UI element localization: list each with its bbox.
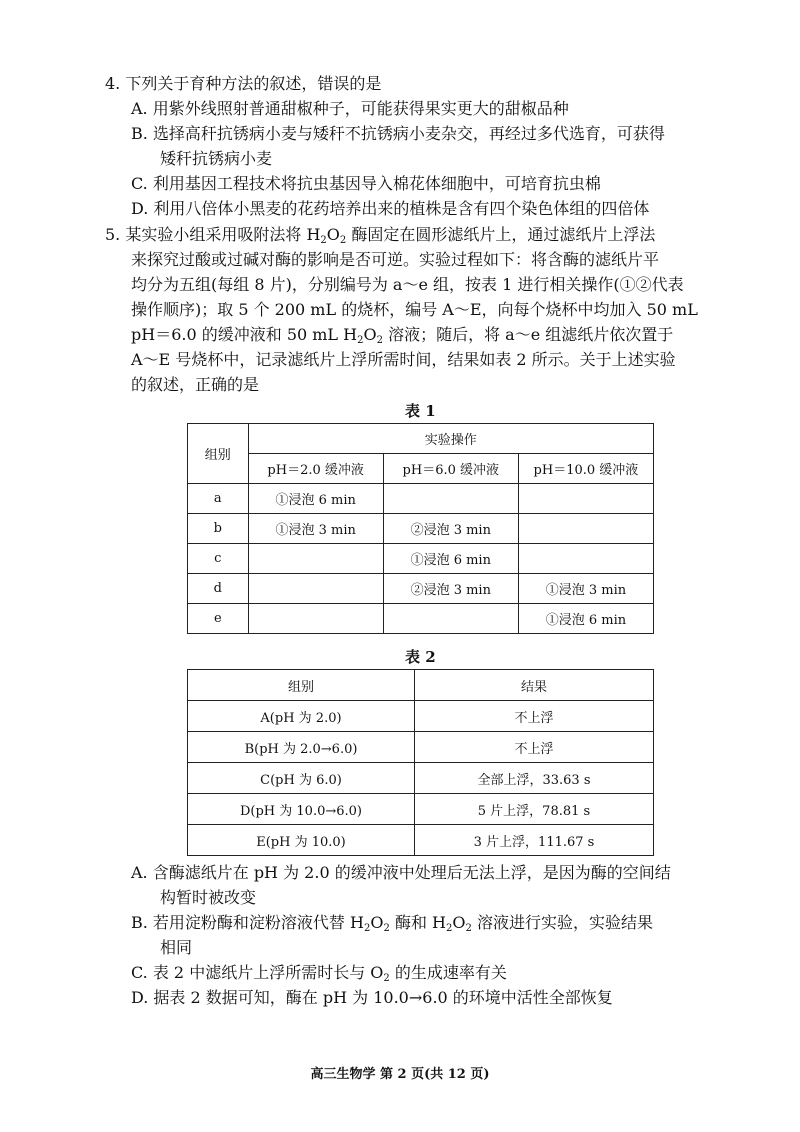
table2-cell: D(pH 为 10.0→6.0) [188, 794, 415, 825]
table2-cell: B(pH 为 2.0→6.0) [188, 732, 415, 763]
table1-cell [248, 604, 383, 634]
q5-option-a-line2: 构暂时被改变 [160, 888, 257, 907]
q4-option-d: D. 利用八倍体小黑麦的花药培养出来的植株是含有四个染色体组的四倍体 [131, 199, 650, 218]
table1-cell [248, 574, 383, 604]
table2-header: 组别 [188, 670, 415, 701]
table2-cell: 全部上浮，33.63 s [415, 763, 654, 794]
table1-cell [383, 484, 518, 514]
q4-option-a: A. 用紫外线照射普通甜椒种子，可能获得果实更大的甜椒品种 [131, 99, 569, 118]
table2-cell: A(pH 为 2.0) [188, 701, 415, 732]
table-row [188, 484, 654, 514]
table1-cell: ②浸泡 3 min [383, 574, 518, 604]
q4-option-c: C. 利用基因工程技术将抗虫基因导入棉花体细胞中，可培育抗虫棉 [131, 174, 601, 193]
table1-cell: ①浸泡 6 min [383, 544, 518, 574]
q5-stem-line4: 操作顺序)；取 5 个 200 mL 的烧杯，编号 A～E，向每个烧杯中均加入 50 mL [131, 300, 698, 319]
table-row [188, 544, 654, 574]
q5-option-d: D. 据表 2 数据可知，酶在 pH 为 10.0→6.0 的环境中活性全部恢复 [131, 988, 613, 1007]
table1-cell [518, 514, 653, 544]
table2-cell: 不上浮 [415, 701, 654, 732]
table2 [187, 669, 654, 856]
table1-cell [248, 544, 383, 574]
q5-option-b-line2: 相同 [160, 938, 193, 957]
table1-cell: e [188, 604, 249, 634]
table2-caption: 表 2 [405, 648, 436, 666]
q5-option-b-line1: B. 若用淀粉酶和淀粉溶液代替 H2O2 酶和 H2O2 溶液进行实验，实验结果 [131, 913, 653, 934]
q5-stem-line2: 来探究过酸或过碱对酶的影响是否可逆。实验过程如下：将含酶的滤纸片平 [131, 250, 660, 269]
table1-col-header: pH＝2.0 缓冲液 [248, 454, 383, 484]
q5-stem-line3: 均分为五组(每组 8 片)，分别编号为 a～e 组，按表 1 进行相关操作(①②代表 [131, 275, 684, 294]
table-row [188, 574, 654, 604]
table-row [188, 701, 654, 732]
table2-cell: 不上浮 [415, 732, 654, 763]
table-row [188, 732, 654, 763]
table1-col-header: pH＝10.0 缓冲液 [518, 454, 653, 484]
table1-cell: ①浸泡 3 min [248, 514, 383, 544]
q4-option-b-line1: B. 选择高秆抗锈病小麦与矮秆不抗锈病小麦杂交，再经过多代选育，可获得 [131, 124, 665, 143]
q5-option-a-line1: A. 含酶滤纸片在 pH 为 2.0 的缓冲液中处理后无法上浮，是因为酶的空间结 [131, 863, 671, 882]
table1-group-header: 组别 [188, 424, 249, 484]
table2-cell: C(pH 为 6.0) [188, 763, 415, 794]
table2-cell: E(pH 为 10.0) [188, 825, 415, 856]
table-row [188, 514, 654, 544]
table1-cell [518, 484, 653, 514]
table-row [188, 763, 654, 794]
table1-cell: ①浸泡 6 min [518, 604, 653, 634]
table1-cell: a [188, 484, 249, 514]
page-footer: 高三生物学 第 2 页(共 12 页) [310, 1067, 490, 1082]
table1-cell: ①浸泡 6 min [248, 484, 383, 514]
q4-option-b-line2: 矮秆抗锈病小麦 [160, 149, 273, 168]
q5-stem-line7: 的叙述，正确的是 [131, 375, 260, 394]
q4-stem: 4. 下列关于育种方法的叙述，错误的是 [105, 74, 382, 93]
q5-stem-line5: pH＝6.0 的缓冲液和 50 mL H2O2 溶液；随后，将 a～e 组滤纸片依次置于 [131, 325, 674, 346]
table-row [188, 604, 654, 634]
table1-col-header: pH＝6.0 缓冲液 [383, 454, 518, 484]
table1-cell: ②浸泡 3 min [383, 514, 518, 544]
table-row [188, 794, 654, 825]
table2-cell: 3 片上浮，111.67 s [415, 825, 654, 856]
table2-header: 结果 [415, 670, 654, 701]
table1-caption: 表 1 [405, 402, 436, 420]
q5-option-c: C. 表 2 中滤纸片上浮所需时长与 O2 的生成速率有关 [131, 963, 507, 984]
table1-cell [383, 604, 518, 634]
q5-stem-line1: 5. 某实验小组采用吸附法将 H2O2 酶固定在圆形滤纸片上，通过滤纸片上浮法 [105, 225, 656, 246]
table1-cell [518, 544, 653, 574]
q5-stem-line6: A～E 号烧杯中，记录滤纸片上浮所需时间，结果如表 2 所示。关于上述实验 [131, 350, 676, 369]
table1 [187, 423, 654, 634]
table1-cell: ①浸泡 3 min [518, 574, 653, 604]
table1-cell: c [188, 544, 249, 574]
table2-cell: 5 片上浮，78.81 s [415, 794, 654, 825]
table-row [188, 825, 654, 856]
table1-cell: d [188, 574, 249, 604]
table1-cell: b [188, 514, 249, 544]
table1-operation-header: 实验操作 [248, 424, 653, 454]
